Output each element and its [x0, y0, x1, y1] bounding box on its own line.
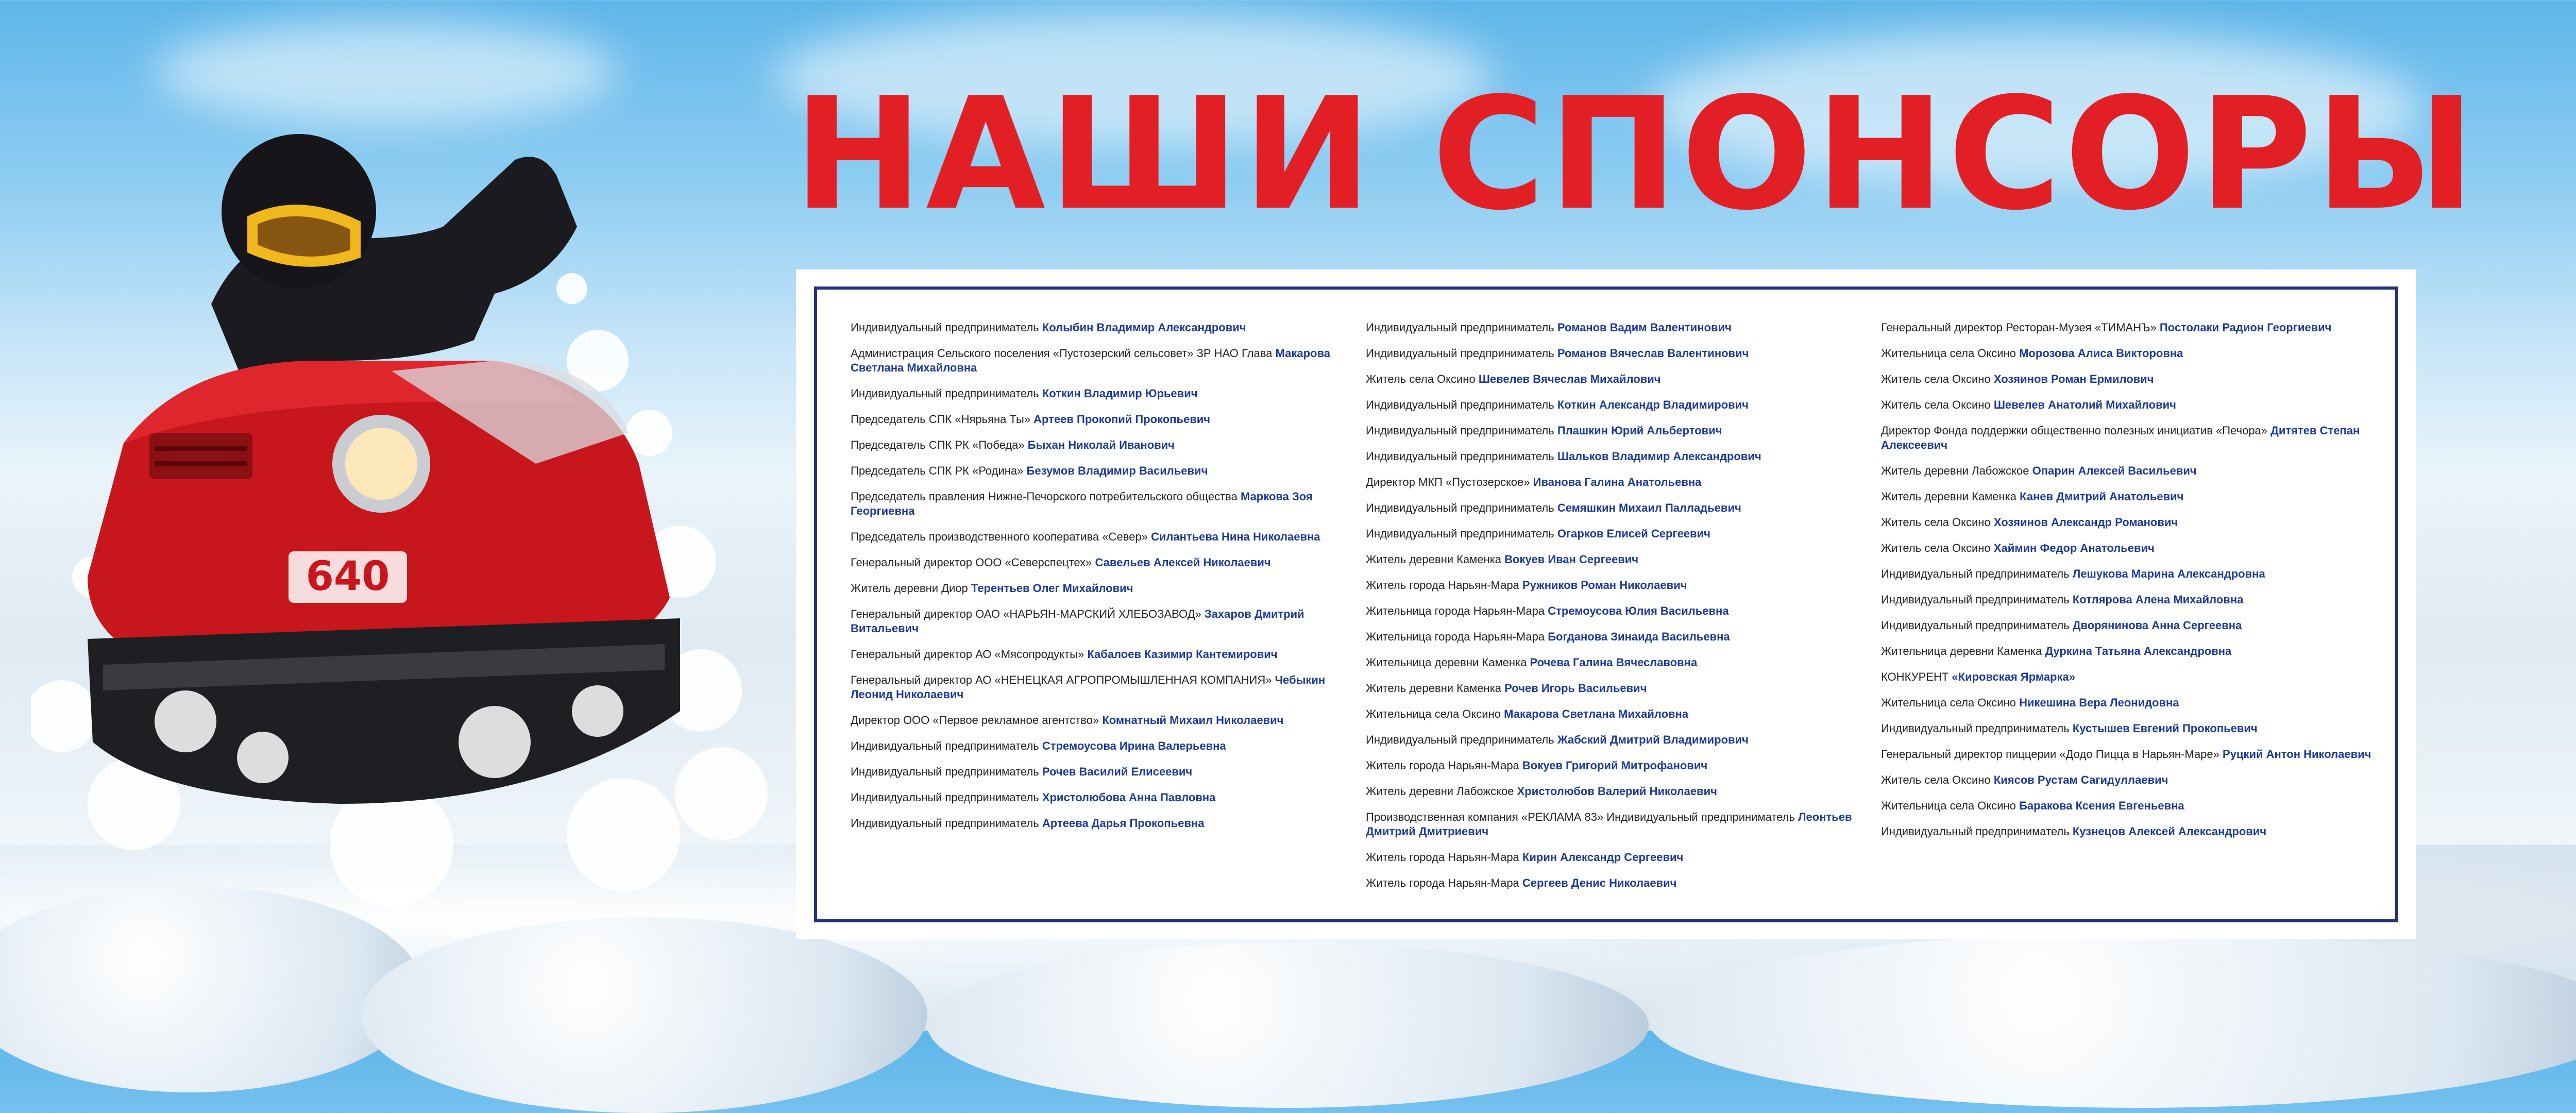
- sponsor-name: Силантьева Нина Николаевна: [1150, 530, 1320, 543]
- snow-lump: [927, 943, 1649, 1108]
- sponsor-name: Макарова Светлана Михайловна: [851, 347, 1330, 374]
- sponsor-name: Постолаки Радион Георгиевич: [2159, 321, 2332, 334]
- sponsor-role: Председатель СПК РК «Родина»: [851, 464, 1024, 477]
- sponsor-role: Директор МКП «Пустозерское»: [1366, 476, 1530, 488]
- sponsor-role: Житель города Нарьян-Мара: [1366, 851, 1519, 864]
- sponsor-name: Кузнецов Алексей Александрович: [2072, 825, 2267, 838]
- sponsor-role: Индивидуальный предприниматель: [851, 791, 1039, 804]
- sponsor-column-1: [851, 321, 1345, 842]
- sponsor-entry: [851, 647, 1345, 662]
- sponsor-role: Индивидуальный предприниматель: [1881, 825, 2070, 838]
- sponsor-entry: [1881, 424, 2376, 452]
- sponsor-name: Канев Дмитрий Анатольевич: [2020, 490, 2184, 503]
- sponsors-panel: [796, 269, 2416, 939]
- sponsor-entry: [851, 713, 1345, 728]
- snow-lump: [1649, 933, 2576, 1108]
- sponsor-role: Жительница села Оксино: [1881, 347, 2016, 360]
- sponsor-entry: [1881, 799, 2376, 813]
- sponsor-role: Индивидуальный предприниматель: [1881, 619, 2070, 632]
- sponsor-name: Руцкий Антон Николаевич: [2223, 748, 2371, 761]
- sponsor-role: Генеральный директор АО «НЕНЕЦКАЯ АГРОПРОМЫШЛЕННАЯ КОМПАНИЯ»: [851, 673, 1272, 686]
- sponsor-name: Иванова Галина Анатольевна: [1533, 476, 1702, 488]
- sponsor-name: Плашкин Юрий Альбертович: [1557, 424, 1722, 437]
- sponsor-entry: [1366, 876, 1860, 890]
- sponsor-role: Председатель СПК «Нярьяна Ты»: [851, 413, 1031, 426]
- sponsor-role: Житель деревни Диор: [851, 582, 968, 595]
- page-title: НАШИ СПОНСОРЫ: [793, 64, 2479, 244]
- sponsor-role: Индивидуальный предприниматель: [1881, 567, 2070, 580]
- sponsor-entry: [851, 816, 1345, 831]
- sponsor-role: Индивидуальный предприниматель: [1366, 321, 1554, 334]
- sponsor-role: Директор Фонда поддержки общественно полезных инициатив «Печора»: [1881, 424, 2268, 437]
- sponsor-role: Жительница деревни Каменка: [1366, 656, 1527, 669]
- sponsor-name: Рочева Галина Вячеславовна: [1530, 656, 1698, 669]
- sponsor-entry: [1366, 475, 1860, 490]
- sponsor-name: Ружников Роман Николаевич: [1522, 579, 1687, 592]
- sponsor-entry: [1366, 449, 1860, 464]
- sponsor-name: Дитятев Степан Алексеевич: [1881, 424, 2360, 451]
- sponsor-entry: [1881, 747, 2376, 762]
- sponsors-frame: [814, 286, 2398, 922]
- sponsor-name: Леонтьев Дмитрий Дмитриевич: [1366, 811, 1852, 838]
- sponsor-entry: [1881, 618, 2376, 633]
- sponsor-role: Жительница города Нарьян-Мара: [1366, 630, 1545, 643]
- sponsor-role: Житель города Нарьян-Мара: [1366, 579, 1519, 592]
- sponsor-role: Председатель правления Нижне-Печорского потребительского общества: [851, 490, 1238, 503]
- sponsor-name: Коткин Александр Владимирович: [1557, 398, 1749, 411]
- sponsor-role: Житель деревни Каменка: [1366, 553, 1502, 566]
- sponsor-name: Христолюбов Валерий Николаевич: [1517, 785, 1717, 798]
- sponsor-entry: [1366, 321, 1860, 335]
- sponsor-column-2: [1366, 321, 1860, 902]
- sponsor-name: Сергеев Денис Николаевич: [1522, 876, 1677, 889]
- sponsor-role: Генеральный директор ОАО «НАРЬЯН-МАРСКИЙ ХЛЕБОЗАВОД»: [851, 608, 1201, 620]
- sponsor-entry: [1881, 721, 2376, 736]
- sponsor-entry: [1366, 630, 1860, 644]
- sponsor-name: Коткин Владимир Юрьевич: [1042, 387, 1198, 400]
- sponsor-name: Артеева Дарья Прокопьевна: [1042, 817, 1205, 830]
- sponsor-role: Индивидуальный предприниматель: [851, 817, 1039, 830]
- sponsor-entry: [1366, 784, 1860, 799]
- sponsor-name: Рочев Игорь Васильевич: [1504, 682, 1647, 695]
- sponsor-entry: [1366, 552, 1860, 567]
- sponsor-entry: [1881, 696, 2376, 710]
- sponsor-name: Опарин Алексей Васильевич: [2032, 464, 2197, 477]
- sponsor-role: Индивидуальный предприниматель: [851, 387, 1039, 400]
- sponsor-entry: [1366, 655, 1860, 670]
- sponsor-name: Савельев Алексей Николаевич: [1095, 556, 1271, 569]
- sponsor-name: Романов Вадим Валентинович: [1557, 321, 1732, 334]
- sled-number: 640: [306, 553, 390, 600]
- sponsor-name: Дворянинова Анна Сергеевна: [2072, 619, 2242, 632]
- sponsor-entry: [1366, 604, 1860, 618]
- sponsor-role: Генеральный директор ООО «Северспецтех»: [851, 556, 1092, 569]
- sponsor-name: Огарков Елисей Сергеевич: [1557, 527, 1710, 540]
- sponsor-name: Рочев Василий Елисеевич: [1042, 765, 1193, 778]
- sponsor-name: Артеев Прокопий Прокопьевич: [1033, 413, 1211, 426]
- sponsor-entry: [851, 321, 1345, 335]
- sponsor-entry: [1881, 398, 2376, 412]
- sponsor-name: Кирин Александр Сергеевич: [1522, 851, 1684, 864]
- sponsor-role: Житель села Оксино: [1881, 542, 1991, 554]
- sponsor-role: Генеральный директор Ресторан-Музея «ТИМАНЪ»: [1881, 321, 2157, 334]
- sponsor-role: Индивидуальный предприниматель: [1366, 527, 1554, 540]
- sponsor-role: Генеральный директор пиццерии «Додо Пицца в Нарьян-Маре»: [1881, 748, 2219, 761]
- sponsor-entry: [851, 581, 1345, 596]
- sponsor-entry: [1366, 424, 1860, 438]
- sponsor-entry: [851, 386, 1345, 401]
- sponsor-entry: [851, 607, 1345, 636]
- sponsor-entry: [851, 555, 1345, 570]
- sponsor-entry: [1366, 810, 1860, 839]
- sponsor-entry: [1366, 527, 1860, 541]
- sponsor-name: Никешина Вера Леонидовна: [2019, 696, 2179, 709]
- sponsor-role: Жительница села Оксино: [1881, 799, 2016, 812]
- sponsor-entry: [851, 412, 1345, 427]
- sponsor-entry: [1881, 644, 2376, 659]
- sponsor-role: Индивидуальный предприниматель: [1366, 501, 1554, 514]
- sponsor-name: Вокуев Иван Сергеевич: [1504, 553, 1639, 566]
- sponsor-role: Житель села Оксино: [1881, 373, 1991, 385]
- sponsor-column-3: [1881, 321, 2376, 850]
- sponsor-entry: [1366, 733, 1860, 747]
- sponsor-entry: [1366, 578, 1860, 593]
- sponsor-name: Христолюбова Анна Павловна: [1042, 791, 1216, 804]
- sponsor-entry: [851, 790, 1345, 805]
- sponsor-role: Индивидуальный предприниматель: [1881, 593, 2070, 606]
- sponsor-name: Баракова Ксения Евгеньевна: [2019, 799, 2184, 812]
- sponsor-role: Жительница города Нарьян-Мара: [1366, 604, 1545, 617]
- sponsor-name: Хозяинов Александр Романович: [1993, 516, 2178, 529]
- sponsor-role: Председатель производственного кооператива «Север»: [851, 530, 1148, 543]
- sponsor-name: Комнатный Михаил Николаевич: [1102, 714, 1284, 727]
- sponsor-name: Хаймин Федор Анатольевич: [1993, 542, 2155, 554]
- sponsor-role: Житель деревни Каменка: [1366, 682, 1502, 695]
- sponsor-entry: [1881, 593, 2376, 607]
- sponsor-role: Житель города Нарьян-Мара: [1366, 759, 1519, 772]
- sponsor-name: Колыбин Владимир Александрович: [1042, 321, 1246, 334]
- sponsor-role: Индивидуальный предприниматель: [851, 765, 1039, 778]
- sponsor-role: Житель деревни Лабожское: [1366, 785, 1514, 798]
- sponsor-entry: [1366, 372, 1860, 386]
- sponsor-role: Индивидуальный предприниматель: [1366, 450, 1554, 463]
- sponsor-entry: [1881, 321, 2376, 335]
- sponsor-entry: [1366, 501, 1860, 515]
- sponsor-role: Индивидуальный предприниматель: [1881, 722, 2070, 735]
- sponsor-role: Житель села Оксино: [1366, 373, 1476, 385]
- sponsor-entry: [851, 346, 1345, 375]
- sponsor-entry: [1881, 490, 2376, 504]
- sponsor-entry: [1881, 515, 2376, 530]
- sponsor-name: Шевелев Вячеслав Михайлович: [1478, 373, 1661, 385]
- sponsor-entry: [1881, 464, 2376, 478]
- sponsor-name: Семяшкин Михаил Палладьевич: [1557, 501, 1741, 514]
- sponsor-name: «Кировская Ярмарка»: [1952, 670, 2075, 683]
- sponsor-name: Жабский Дмитрий Владимирович: [1557, 733, 1749, 746]
- sponsor-entry: [851, 530, 1345, 544]
- sponsor-role: Директор ООО «Первое рекламное агентство»: [851, 714, 1099, 727]
- sponsor-role: Индивидуальный предприниматель: [1366, 398, 1554, 411]
- sponsor-entry: [1366, 398, 1860, 412]
- sponsor-entry: [1881, 773, 2376, 787]
- sponsor-entry: [1881, 346, 2376, 361]
- sponsor-name: Стремоусова Ирина Валерьевна: [1042, 739, 1226, 752]
- sponsor-role: Житель деревни Каменка: [1881, 490, 2017, 503]
- sponsor-entry: [851, 438, 1345, 452]
- sponsor-entry: [1881, 824, 2376, 839]
- sponsor-entry: [1881, 372, 2376, 386]
- sponsor-role: Индивидуальный предприниматель: [1366, 424, 1554, 437]
- sponsor-entry: [1366, 346, 1860, 361]
- sponsor-name: Стремоусова Юлия Васильевна: [1548, 604, 1729, 617]
- sponsor-name: Быхан Николай Иванович: [1027, 439, 1175, 451]
- sponsor-name: Киясов Рустам Сагидуллаевич: [1993, 773, 2168, 786]
- sponsor-entry: [851, 739, 1345, 753]
- sponsor-name: Кустышев Евгений Прокопьевич: [2072, 722, 2258, 735]
- sponsor-role: Индивидуальный предприниматель: [1366, 733, 1554, 746]
- sponsor-name: Маркова Зоя Георгиевна: [851, 490, 1313, 517]
- sponsor-name: Макарова Светлана Михайловна: [1504, 707, 1689, 720]
- sponsor-role: КОНКУРЕНТ: [1881, 670, 1949, 683]
- sponsor-role: Индивидуальный предприниматель: [1366, 347, 1554, 360]
- sponsor-name: Шальков Владимир Александрович: [1557, 450, 1761, 463]
- sponsor-name: Котлярова Алена Михайловна: [2072, 593, 2244, 606]
- sponsor-name: Терентьев Олег Михайлович: [971, 582, 1133, 595]
- sponsor-role: Житель деревни Лабожское: [1881, 464, 2029, 477]
- sponsor-role: Председатель СПК РК «Победа»: [851, 439, 1025, 451]
- sponsor-name: Морозова Алиса Викторовна: [2019, 347, 2183, 360]
- sponsor-role: Житель города Нарьян-Мара: [1366, 876, 1519, 889]
- sponsor-role: Генеральный директор АО «Мясопродукты»: [851, 648, 1084, 661]
- sponsor-role: Производственная компания «РЕКЛАМА 83» Индивидуальный предприниматель: [1366, 811, 1795, 823]
- sponsor-name: Безумов Владимир Васильевич: [1026, 464, 1208, 477]
- sponsor-role: Администрация Сельского поселения «Пустозерский сельсовет» ЗР НАО Глава: [851, 347, 1273, 360]
- sponsor-entry: [1881, 670, 2376, 684]
- sponsor-role: Жительница села Оксино: [1366, 707, 1501, 720]
- sponsor-name: Захаров Дмитрий Витальевич: [851, 608, 1304, 635]
- sponsor-role: Житель села Оксино: [1881, 398, 1991, 411]
- sponsor-name: Чебыкин Леонид Николаевич: [851, 673, 1326, 701]
- sponsor-name: Шевелев Анатолий Михайлович: [1993, 398, 2176, 411]
- sponsor-entry: [1881, 541, 2376, 555]
- sponsor-name: Кабалоев Казимир Кантемирович: [1087, 648, 1278, 661]
- sponsor-entry: [851, 673, 1345, 702]
- sponsor-role: Жительница села Оксино: [1881, 696, 2016, 709]
- sponsor-role: Житель села Оксино: [1881, 773, 1991, 786]
- sponsor-role: Жительница деревни Каменка: [1881, 645, 2042, 657]
- sponsor-role: Индивидуальный предприниматель: [851, 321, 1039, 334]
- sponsor-entry: [1366, 707, 1860, 721]
- sponsor-name: Дуркина Татьяна Александровна: [2045, 645, 2232, 657]
- sponsor-name: Романов Вячеслав Валентинович: [1557, 347, 1749, 360]
- sponsor-name: Хозяинов Роман Ермилович: [1993, 373, 2154, 385]
- sponsor-entry: [1366, 681, 1860, 696]
- sponsor-role: Житель села Оксино: [1881, 516, 1991, 529]
- sponsor-entry: [851, 490, 1345, 518]
- snowmobile-illustration: [31, 72, 804, 948]
- sponsor-entry: [851, 464, 1345, 478]
- sponsor-entry: [1366, 850, 1860, 865]
- sponsor-name: Вокуев Григорий Митрофанович: [1522, 759, 1708, 772]
- sponsor-role: Индивидуальный предприниматель: [851, 739, 1039, 752]
- sponsor-entry: [851, 765, 1345, 779]
- sponsor-entry: [1366, 758, 1860, 773]
- sponsor-name: Лешукова Марина Александровна: [2072, 567, 2265, 580]
- sponsor-name: Богданова Зинаида Васильевна: [1548, 630, 1730, 643]
- sponsor-entry: [1881, 567, 2376, 581]
